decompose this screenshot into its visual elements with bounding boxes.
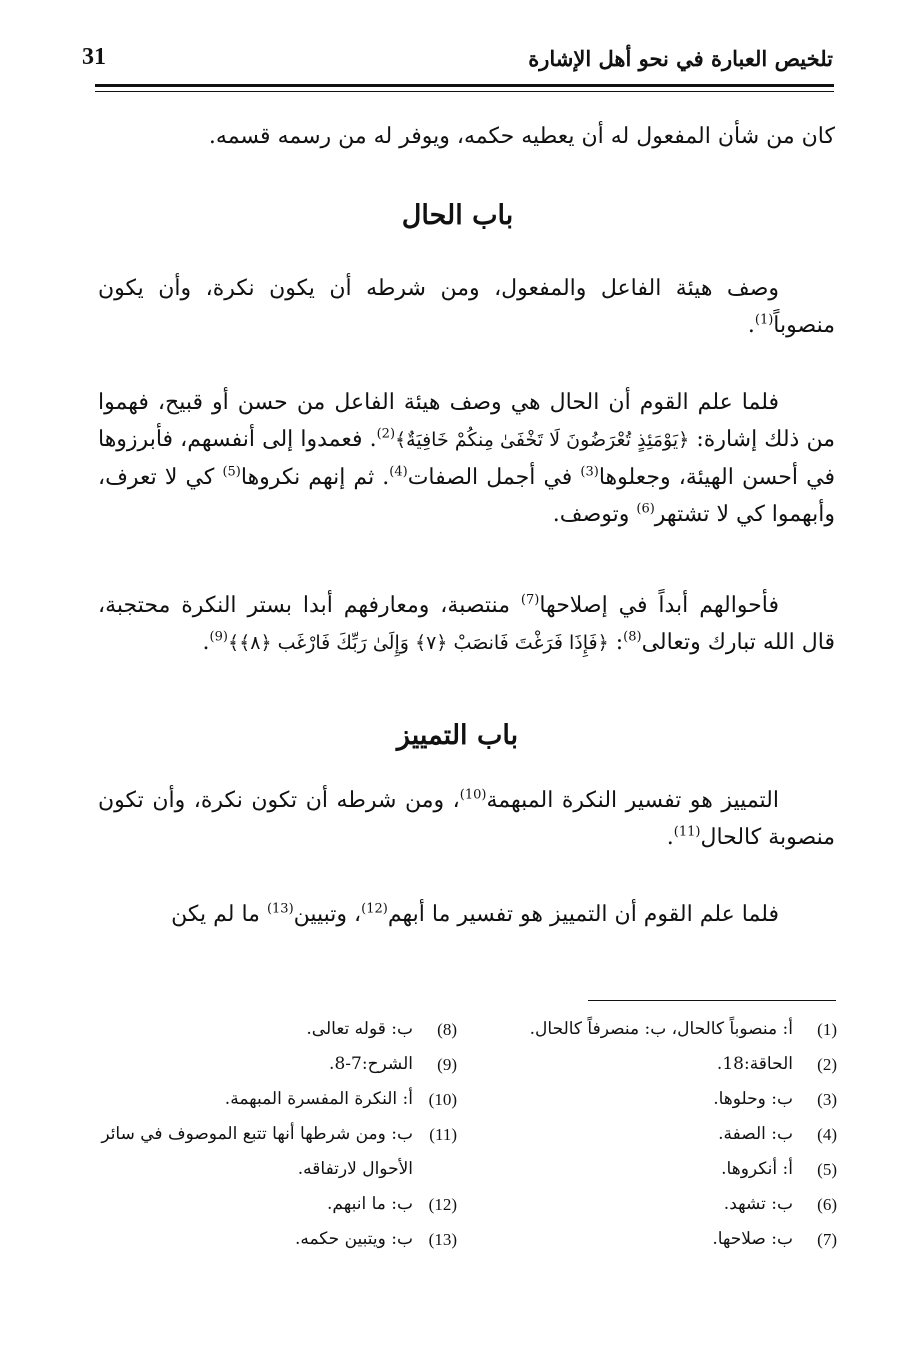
footnote-number: (10) (428, 1090, 457, 1109)
paragraph-text: كان من شأن المفعول له أن يعطيه حكمه، ويوفر له من رسمه قسمه. (208, 124, 835, 149)
footnote-number: (3) (817, 1090, 837, 1109)
footnote-number: (2) (817, 1055, 837, 1074)
running-title: تلخيص العبارة في نحو أهل الإشارة (528, 46, 833, 71)
footnote-ref[interactable]: (12) (361, 901, 388, 917)
footnote-number: (6) (817, 1195, 837, 1214)
footnote-text: ب: ومن شرطها أنها تتبع الموصوف في سائر الأحوال لارتفاقه. (101, 1124, 413, 1179)
paragraph-hal-definition: وصف هيئة الفاعل والمفعول، ومن شرطه أن يكون نكرة، وأن يكون منصوباً$^{(1)}$. (98, 276, 835, 338)
paragraph-text: . فعمدوا إلى أنفسهم، فأبرزوها في أحسن الهيئة، وجعلوها (98, 427, 835, 490)
paragraph-text: التمييز هو تفسير النكرة المبهمة (486, 788, 779, 813)
paragraph-hal-verse: فأحوالهم أبداً في إصلاحها$^{(7)}$ منتصبة، ومعارفهم أبدا بستر النكرة محتجبة، قال الله تبارك وتعالى$^{(8)}$: ﴿فَإِذَا فَرَغْتَ فَانصَبْ ﴿٧﴾ وَإِلَىٰ رَبِّكَ فَارْغَب ﴿٨﴾﴾$^{(9)}$. (98, 592, 835, 655)
footnote-text: ب: وحلوها. (713, 1089, 793, 1109)
footnote-ref[interactable]: (4) (389, 464, 408, 480)
paragraph-text: ما لم يكن (171, 902, 267, 927)
paragraph-text: . ثم إنهم نكروها (240, 465, 390, 490)
paragraph-tamyiz-explanation (98, 896, 835, 933)
footnote-item (527, 1152, 837, 1187)
footnote-ref[interactable]: (1) (754, 312, 774, 328)
footnote-number: (12) (428, 1195, 457, 1214)
header-rule (95, 84, 834, 87)
footnotes-column-left (97, 1012, 457, 1257)
footnote-ref[interactable]: (3) (580, 464, 599, 480)
paragraph-tamyiz-definition: التمييز هو تفسير النكرة المبهمة$^{(10)}$، ومن شرطه أن تكون نكرة، وأن تكون منصوبة كالحال$^{(11)}$. (98, 787, 835, 850)
footnote-item (97, 1187, 457, 1222)
footnote-item (97, 1117, 457, 1187)
footnote-item (97, 1082, 457, 1117)
footnote-ref[interactable]: (10) (459, 787, 487, 803)
footnote-item (97, 1047, 457, 1082)
footnote-ref[interactable]: (13) (266, 901, 294, 917)
paragraph-text: فأحوالهم أبداً في إصلاحها (539, 593, 779, 618)
footnote-item (527, 1047, 837, 1082)
footnote-text: ب: ويتبين حكمه. (294, 1229, 413, 1249)
footnote-ref[interactable]: (7) (520, 592, 540, 608)
footnote-item (527, 1117, 837, 1152)
paragraph-text: في أجمل الصفات (407, 465, 581, 490)
paragraph-text: كي لا تعرف، وأبهموا كي لا تشتهر (98, 465, 835, 527)
footnote-text: ب: ما انبهم. (327, 1194, 413, 1214)
quran-verse: ﴿يَوْمَئِذٍ تُعْرَضُونَ لَا تَخْفَىٰ مِنكُمْ خَافِيَةٌ﴾ (395, 429, 690, 451)
footnote-ref[interactable]: (11) (673, 824, 701, 840)
paragraph-text: ، وتبيين (293, 902, 362, 927)
paragraph-text: وتوصف. (552, 502, 637, 527)
footnote-number: (7) (817, 1230, 837, 1249)
footnote-text: أ: النكرة المفسرة المبهمة. (224, 1089, 413, 1109)
footnote-text: ب: الصفة. (718, 1124, 793, 1144)
footnote-number: (9) (437, 1055, 457, 1074)
footnote-ref[interactable]: (8) (623, 629, 642, 645)
footnote-separator (588, 1000, 836, 1001)
header-rule-thin (95, 91, 834, 92)
footnote-text: الشرح:7-8. (329, 1054, 413, 1074)
footnote-text: ب: صلاحها. (712, 1229, 793, 1249)
footnote-ref[interactable]: (2) (376, 426, 396, 442)
footnote-ref[interactable]: (6) (636, 501, 655, 517)
footnote-text: ب: تشهد. (723, 1194, 793, 1214)
section-heading-tamyiz: باب التمييز (396, 720, 519, 751)
paragraph-text: فلما علم القوم أن التمييز هو تفسير ما أبهم (387, 902, 779, 927)
footnote-number: (8) (437, 1020, 457, 1039)
footnote-number: (13) (428, 1230, 457, 1249)
footnote-item (527, 1222, 837, 1257)
quran-verse: ﴿فَإِذَا فَرَغْتَ فَانصَبْ ﴿٧﴾ وَإِلَىٰ رَبِّكَ فَارْغَب ﴿٨﴾﴾ (227, 632, 609, 654)
footnote-item (97, 1012, 457, 1047)
paragraph-text: فلما علم القوم أن الحال هي وصف هيئة الفاعل من حسن أو قبيح، فهموا من ذلك إشارة: (98, 390, 835, 452)
footnotes-column-right (527, 1012, 837, 1257)
footnote-item (527, 1082, 837, 1117)
paragraph-continuation (98, 118, 835, 155)
footnote-ref[interactable]: (5) (222, 464, 241, 480)
footnote-ref[interactable]: (9) (209, 629, 228, 645)
footnote-item (97, 1222, 457, 1257)
paragraph-text: منتصبة، ومعارفهم أبدا بستر النكرة محتجبة، قال الله تبارك وتعالى (98, 593, 835, 655)
section-heading-hal: باب الحال (401, 200, 514, 231)
footnote-number: (4) (817, 1125, 837, 1144)
paragraph-hal-explanation (98, 384, 835, 533)
paragraph-text: وصف هيئة الفاعل والمفعول، ومن شرطه أن يكون نكرة، وأن يكون منصوباً (98, 276, 835, 338)
page-number: 31 (82, 44, 106, 70)
footnote-text: أ: منصوباً كالحال، ب: منصرفاً كالحال. (529, 1019, 793, 1039)
footnote-item (527, 1012, 837, 1047)
footnote-number: (1) (817, 1020, 837, 1039)
footnote-text: أ: أنكروها. (721, 1159, 793, 1179)
footnote-item (527, 1187, 837, 1222)
footnote-number: (11) (429, 1125, 457, 1144)
footnote-text: الحاقة:18. (716, 1054, 793, 1074)
footnote-text: ب: قوله تعالى. (306, 1019, 413, 1039)
paragraph-text: : (608, 630, 624, 655)
footnote-number: (5) (817, 1160, 837, 1179)
paragraph-text: ، ومن شرطه أن تكون نكرة، وأن تكون منصوبة كالحال (98, 788, 835, 850)
